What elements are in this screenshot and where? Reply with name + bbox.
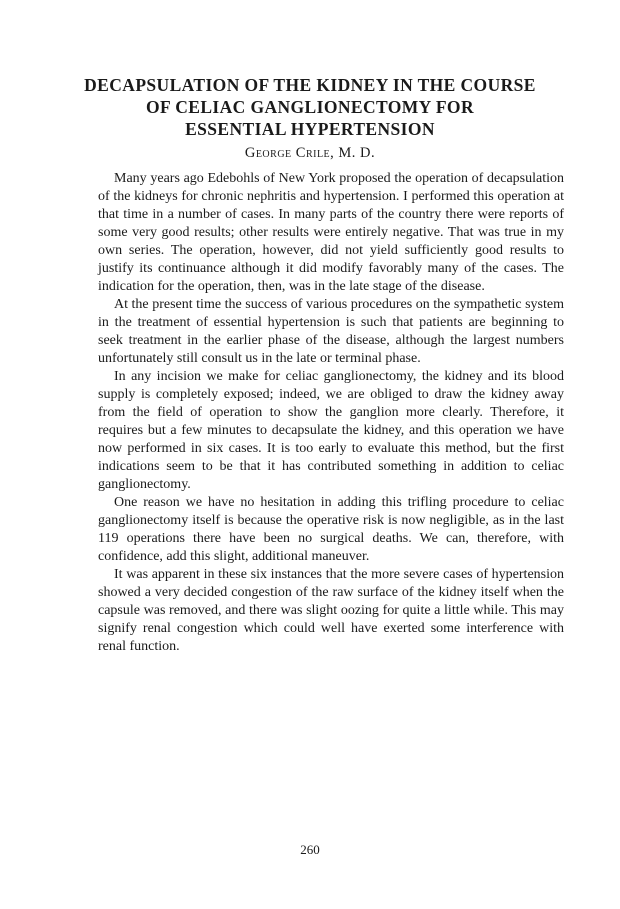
body-paragraph: It was apparent in these six instances that the more severe cases of hypertension showed a very decided congestion of the raw surface of the kidney itself when the capsule was removed, and there was slight oozing for quite a little while. This may signify renal congestion which could well have exerted some interference with renal function. bbox=[98, 567, 564, 654]
article-body bbox=[98, 170, 564, 656]
body-paragraph: One reason we have no hesitation in adding this trifling procedure to celiac ganglionectomy itself is because the operative risk is now negligible, as in the last 119 operations there have been no surgical deaths. We can, therefore, with confidence, add this slight, additional maneuver. bbox=[98, 495, 564, 564]
body-paragraph: In any incision we make for celiac ganglionectomy, the kidney and its blood supply is completely exposed; indeed, we are obliged to draw the kidney away from the field of operation to show the ganglion more clearly. Therefore, it requires but a few minutes to decapsulate the kidney, and this operation we have now performed in six cases. It is too early to evaluate this method, but the first indications seem to be that it has contributed something in addition to celiac ganglionectomy. bbox=[98, 369, 564, 492]
article-title-line: ESSENTIAL HYPERTENSION bbox=[185, 119, 435, 139]
article-title-line: OF CELIAC GANGLIONECTOMY FOR bbox=[145, 97, 474, 117]
body-paragraph: At the present time the success of various procedures on the sympathetic system in the treatment of essential hypertension is such that patients are beginning to seek treatment in the earlier phase of the disease, although the largest numbers unfortunately still consult us in the late or terminal phase. bbox=[98, 297, 564, 366]
author-byline: George Crile, M. D. bbox=[244, 145, 376, 161]
article-title bbox=[60, 74, 560, 140]
article-title-line: DECAPSULATION OF THE KIDNEY IN THE COURSE bbox=[84, 75, 536, 95]
page-number: 260 bbox=[300, 842, 320, 857]
body-paragraph: Many years ago Edebohls of New York proposed the operation of decapsulation of the kidneys for chronic nephritis and hypertension. I performed this operation at that time in a number of cases. In many parts of the country there were reports of some very good results; other results were entirely negative. That was true in my own series. The operation, however, did not yield sufficiently good results to justify its continuance although it did modify favorably many of the cases. The indication for the operation, then, was in the late stage of the disease. bbox=[98, 171, 564, 294]
